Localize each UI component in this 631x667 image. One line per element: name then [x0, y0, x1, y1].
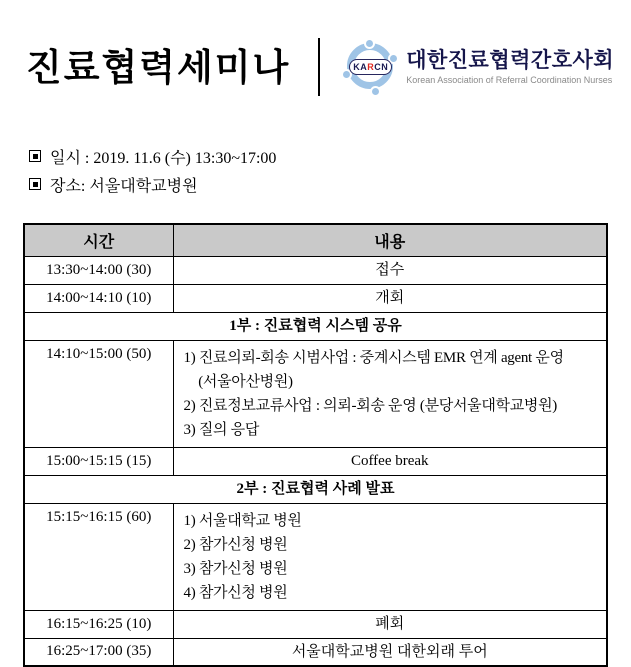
time-cell: 16:25~17:00 (35) — [24, 638, 173, 666]
event-info — [29, 142, 631, 198]
time-cell: 14:10~15:00 (50) — [24, 340, 173, 447]
time-cell: 14:00~14:10 (10) — [24, 284, 173, 312]
content-line: 폐회 — [375, 616, 405, 632]
section-title: 2부 : 진료협력 사례 발표 — [24, 475, 607, 503]
time-cell: 16:15~16:25 (10) — [24, 610, 173, 638]
agenda-section-row — [24, 312, 607, 340]
content-line: 3) 참가신청 병원 — [183, 560, 288, 577]
karcn-logo — [342, 39, 614, 95]
agenda-header-row — [24, 224, 607, 256]
event-datetime — [29, 142, 631, 170]
agenda-row — [24, 503, 607, 610]
content-cell — [173, 447, 607, 475]
agenda-row — [24, 610, 607, 638]
content-cell — [173, 503, 607, 610]
content-line: Coffee break — [350, 453, 429, 469]
section-title: 1부 : 진료협력 시스템 공유 — [24, 312, 607, 340]
content-line: 1) 진료의뢰-회송 시범사업 : 중계시스템 EMR 연계 agent 운영 — [183, 349, 564, 366]
content-cell — [173, 610, 607, 638]
agenda-section-row — [24, 475, 607, 503]
event-location-text: 장소: 서울대학교병원 — [50, 177, 198, 195]
square-bullet-icon — [29, 150, 41, 162]
karcn-abbr-red: R — [367, 62, 375, 72]
content-cell — [173, 638, 607, 666]
agenda-row — [24, 638, 607, 666]
logo-text — [406, 49, 614, 85]
content-line: 2) 참가신청 병원 — [183, 536, 288, 553]
karcn-logo-mark — [342, 39, 398, 95]
header-divider — [318, 38, 320, 96]
org-name-english: Korean Association of Referral Coordination Nurses — [406, 75, 613, 86]
content-cell — [173, 284, 607, 312]
content-line: 3) 질의 응답 — [183, 421, 260, 438]
content-line: 개회 — [375, 290, 405, 306]
content-cell — [173, 256, 607, 284]
document-header — [0, 0, 631, 102]
column-header-time: 시간 — [24, 224, 173, 256]
column-header-content: 내용 — [173, 224, 607, 256]
content-line: 접수 — [375, 262, 405, 278]
agenda-row — [24, 447, 607, 475]
agenda-table — [23, 223, 608, 667]
page-title: 진료협력세미나 — [26, 46, 291, 88]
square-bullet-icon — [29, 178, 41, 190]
event-datetime-text: 일시 : 2019. 11.6 (수) 13:30~17:00 — [50, 149, 277, 167]
content-line: 1) 서울대학교 병원 — [183, 512, 302, 529]
time-cell: 13:30~14:00 (30) — [24, 256, 173, 284]
time-cell: 15:00~15:15 (15) — [24, 447, 173, 475]
content-line: 2) 진료정보교류사업 : 의뢰-회송 운영 (분당서울대학교병원) — [183, 397, 557, 414]
agenda-row — [24, 284, 607, 312]
content-cell — [173, 340, 607, 447]
content-line: 4) 참가신청 병원 — [183, 584, 288, 601]
content-line: (서울아산병원) — [183, 373, 293, 390]
karcn-abbr — [349, 59, 392, 75]
agenda-table-head — [24, 224, 607, 256]
time-cell: 15:15~16:15 (60) — [24, 503, 173, 610]
karcn-abbr-right: CN — [374, 62, 389, 72]
event-location — [29, 170, 631, 198]
agenda-table-body — [24, 256, 607, 666]
agenda-row — [24, 256, 607, 284]
content-line: 서울대학교병원 대한외래 투어 — [291, 643, 488, 660]
org-name-korean: 대한진료협력간호사회 — [406, 48, 615, 72]
agenda-row — [24, 340, 607, 447]
ring-dot-icon — [370, 86, 381, 97]
karcn-abbr-left: KA — [353, 62, 368, 72]
